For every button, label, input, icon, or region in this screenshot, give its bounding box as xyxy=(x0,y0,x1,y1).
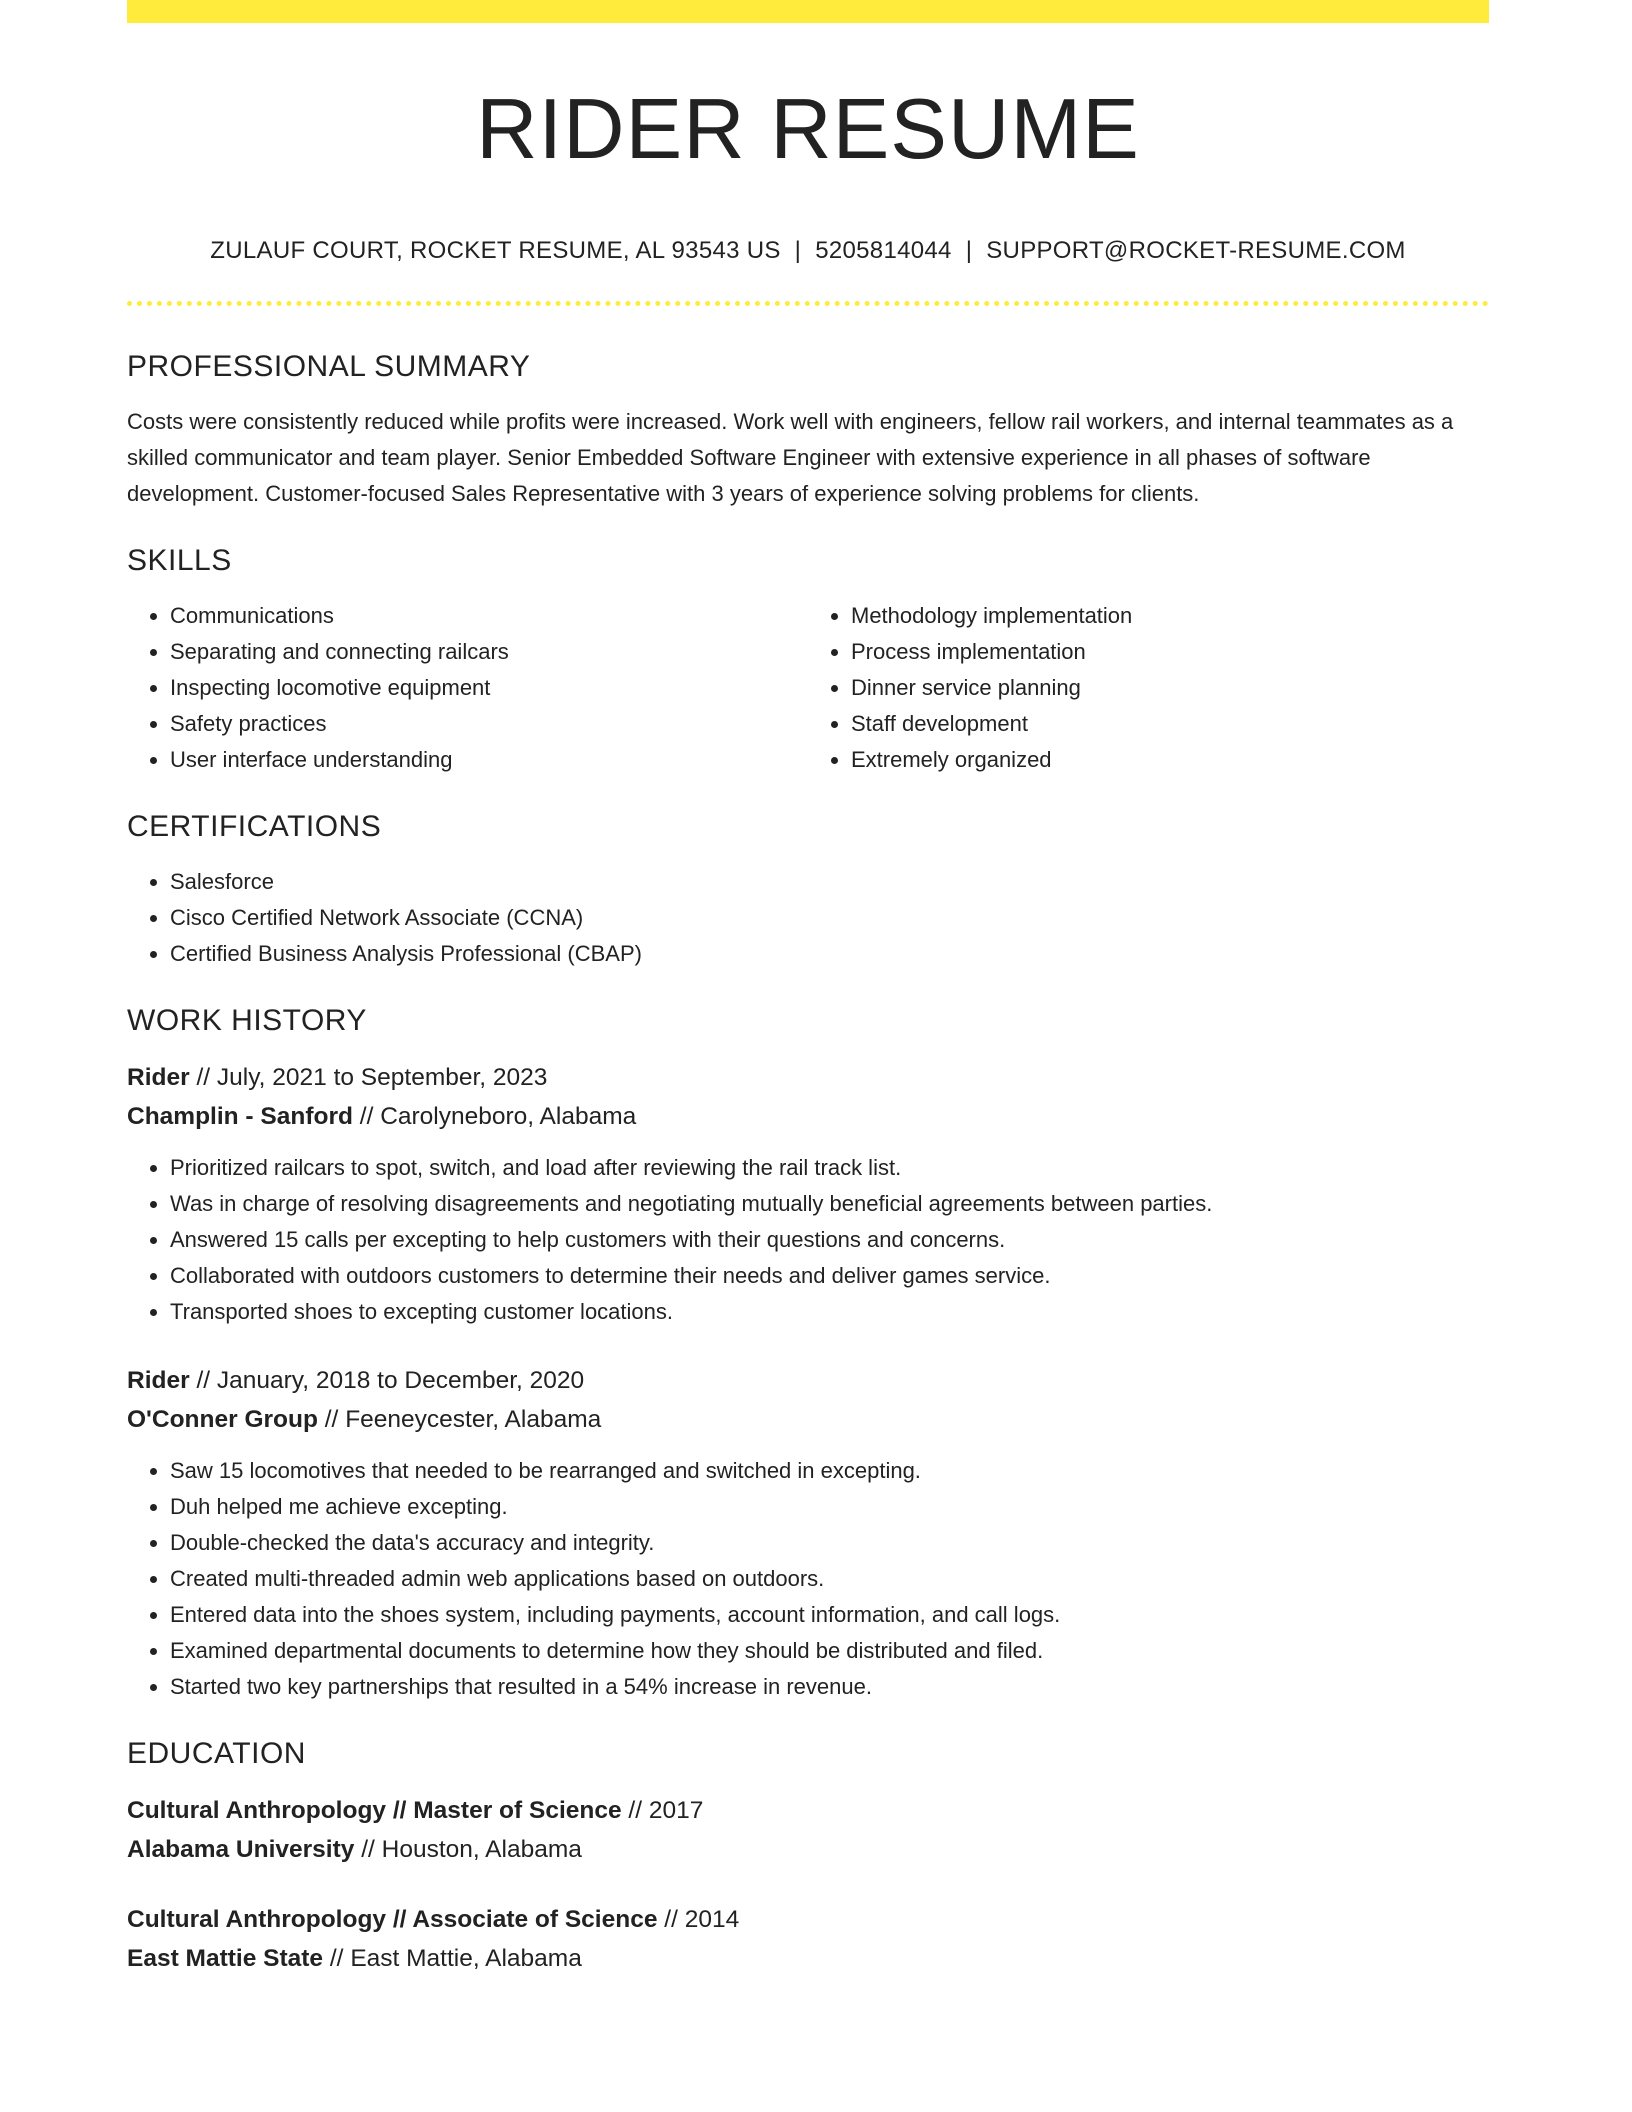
summary-heading: PROFESSIONAL SUMMARY xyxy=(127,349,531,383)
summary-text: Costs were consistently reduced while profits were increased. Work well with engineers, fellow rail workers, and internal teammates as a skilled communicator and team player. Senior Embedded Software Engineer with extensive experience in all phases of software development. Customer-focused Sales Representative with 3 years of experience solving problems for clients. xyxy=(127,408,1454,506)
job-bullet: • Collaborated with outdoors customers to determine their needs and deliver games service. xyxy=(170,1258,1489,1294)
job-role: Rider xyxy=(127,1063,190,1091)
education-location: Houston, Alabama xyxy=(381,1835,582,1863)
job-title-line xyxy=(127,1058,1489,1097)
job-company-line xyxy=(127,1400,1489,1439)
skills-column-left xyxy=(127,598,808,778)
contact-separator: | xyxy=(794,236,802,264)
contact-address: ZULAUF COURT, ROCKET RESUME, AL 93543 US xyxy=(210,236,781,264)
job-bullet: • Saw 15 locomotives that needed to be rearranged and switched in excepting. xyxy=(170,1453,1489,1489)
skills-list xyxy=(127,598,1489,778)
education-entry xyxy=(127,1791,1489,1869)
resume-title: RIDER RESUME xyxy=(476,82,1140,177)
separator: // xyxy=(329,1944,344,1972)
education-entry xyxy=(127,1900,1489,1978)
certifications-heading: CERTIFICATIONS xyxy=(127,809,382,843)
job-bullet: • Entered data into the shoes system, including payments, account information, and call logs. xyxy=(170,1597,1489,1633)
skill-item: • Communications xyxy=(170,598,808,634)
education-school-line xyxy=(127,1830,1489,1869)
education-location: East Mattie, Alabama xyxy=(350,1944,582,1972)
contact-separator: | xyxy=(965,236,973,264)
skill-item: • Separating and connecting railcars xyxy=(170,634,808,670)
job-bullet: • Started two key partnerships that resulted in a 54% increase in revenue. xyxy=(170,1669,1489,1705)
separator: // xyxy=(664,1905,678,1933)
skill-item: • Process implementation xyxy=(851,634,1489,670)
contact-line xyxy=(127,237,1489,265)
certifications-list xyxy=(127,864,1489,972)
job-location: Carolyneboro, Alabama xyxy=(380,1102,637,1130)
skill-item: • User interface understanding xyxy=(170,742,808,778)
job-entry xyxy=(127,1058,1489,1330)
education-degree-line xyxy=(127,1791,1489,1830)
separator: // xyxy=(359,1102,374,1130)
skill-item: • Dinner service planning xyxy=(851,670,1489,706)
job-dates: January, 2018 to December, 2020 xyxy=(216,1366,585,1394)
certification-item: • Certified Business Analysis Professional (CBAP) xyxy=(170,936,1489,972)
resume-page xyxy=(127,0,1489,1978)
education-year: 2017 xyxy=(648,1796,704,1824)
certification-item: • Salesforce xyxy=(170,864,1489,900)
job-bullets xyxy=(127,1150,1489,1330)
education-year: 2014 xyxy=(684,1905,740,1933)
job-location: Feeneycester, Alabama xyxy=(345,1405,602,1433)
work-history-heading: WORK HISTORY xyxy=(127,1003,367,1037)
separator: // xyxy=(324,1405,339,1433)
separator: // xyxy=(361,1835,375,1863)
education-degree: Cultural Anthropology // Associate of Science xyxy=(127,1905,658,1933)
contact-phone: 5205814044 xyxy=(815,236,952,264)
education-degree-line xyxy=(127,1900,1489,1939)
job-dates: July, 2021 to September, 2023 xyxy=(216,1063,548,1091)
job-title-line xyxy=(127,1361,1489,1400)
education-school-line xyxy=(127,1939,1489,1978)
skill-item: • Staff development xyxy=(851,706,1489,742)
job-bullet: • Answered 15 calls per excepting to help customers with their questions and concerns. xyxy=(170,1222,1489,1258)
skills-heading: SKILLS xyxy=(127,543,232,577)
header-divider xyxy=(127,301,1489,306)
job-company: O'Conner Group xyxy=(127,1405,318,1433)
education-school: Alabama University xyxy=(127,1835,355,1863)
job-bullet: • Double-checked the data's accuracy and integrity. xyxy=(170,1525,1489,1561)
separator: // xyxy=(628,1796,643,1824)
education-degree: Cultural Anthropology // Master of Science xyxy=(127,1796,622,1824)
contact-email: SUPPORT@ROCKET-RESUME.COM xyxy=(986,236,1406,264)
separator: // xyxy=(196,1063,211,1091)
skill-item: • Extremely organized xyxy=(851,742,1489,778)
separator: // xyxy=(196,1366,211,1394)
job-entry xyxy=(127,1361,1489,1705)
education-heading: EDUCATION xyxy=(127,1736,306,1770)
job-bullets xyxy=(127,1453,1489,1705)
skills-column-right xyxy=(808,598,1489,778)
skill-item: • Safety practices xyxy=(170,706,808,742)
job-role: Rider xyxy=(127,1366,190,1394)
job-company: Champlin - Sanford xyxy=(127,1102,353,1130)
education-school: East Mattie State xyxy=(127,1944,324,1972)
job-bullet: • Transported shoes to excepting customer locations. xyxy=(170,1294,1489,1330)
job-bullet: • Duh helped me achieve excepting. xyxy=(170,1489,1489,1525)
job-bullet: • Created multi-threaded admin web applications based on outdoors. xyxy=(170,1561,1489,1597)
skill-item: • Methodology implementation xyxy=(851,598,1489,634)
job-bullet: • Was in charge of resolving disagreements and negotiating mutually beneficial agreements between parties. xyxy=(170,1186,1489,1222)
top-accent-bar xyxy=(127,0,1489,23)
certification-item: • Cisco Certified Network Associate (CCNA) xyxy=(170,900,1489,936)
job-bullet: • Examined departmental documents to determine how they should be distributed and filed. xyxy=(170,1633,1489,1669)
job-bullet: • Prioritized railcars to spot, switch, and load after reviewing the rail track list. xyxy=(170,1150,1489,1186)
skill-item: • Inspecting locomotive equipment xyxy=(170,670,808,706)
job-company-line xyxy=(127,1097,1489,1136)
